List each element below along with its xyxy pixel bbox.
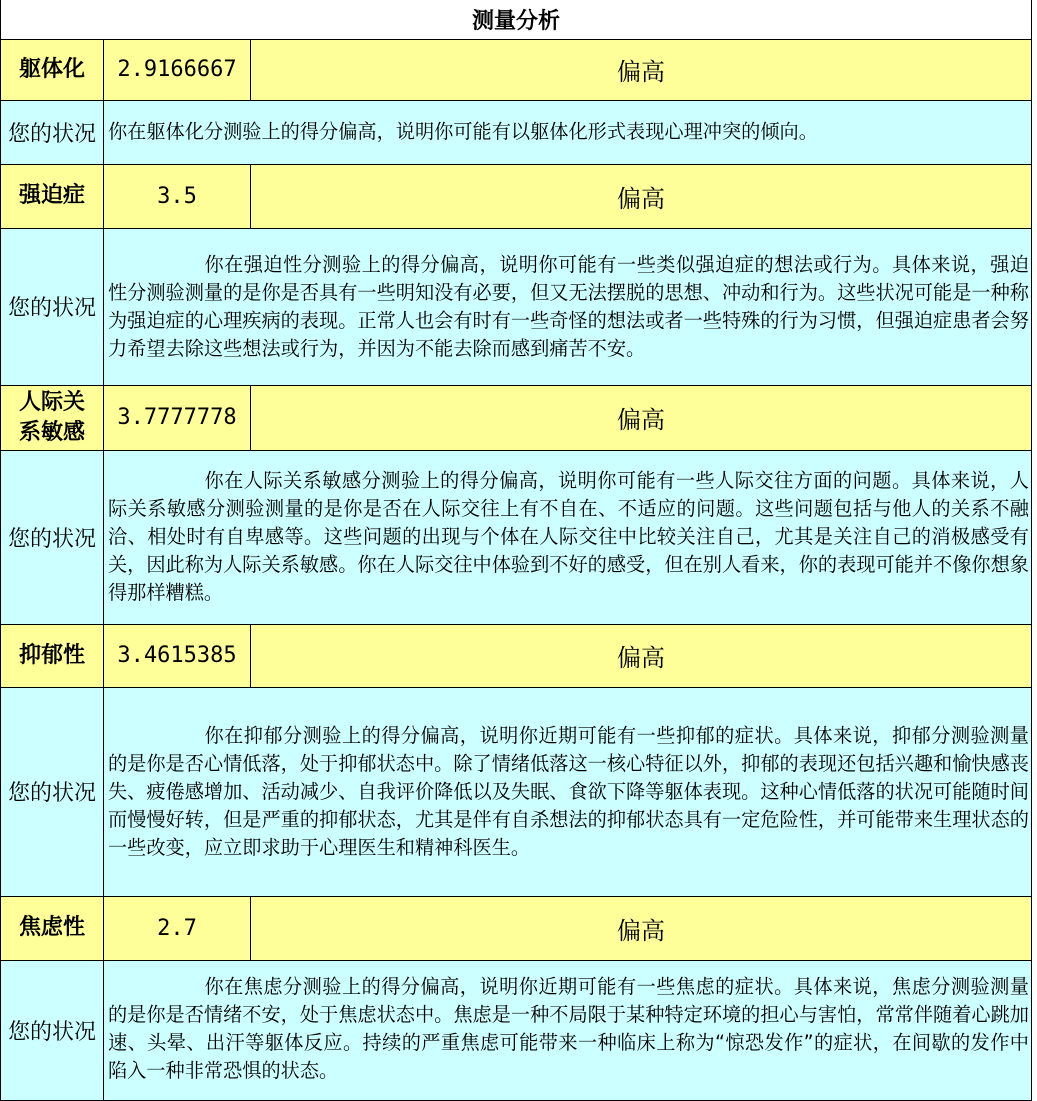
factor-description[interactable]: 你在躯体化分测验上的得分偏高，说明你可能有以躯体化形式表现心理冲突的倾向。 [104,100,1032,164]
factor-score[interactable]: 3.7777778 [104,385,251,450]
status-label[interactable]: 您的状况 [1,960,104,1100]
factor-description-cell[interactable] [104,687,1032,896]
factor-level[interactable]: 偏高 [251,624,1032,687]
factor-description: 你在强迫性分测验上的得分偏高，说明你可能有一些类似强迫症的想法或行为。具体来说，强迫性分测验测量的是你是否具有一些明知没有必要，但又无法摆脱的思想、冲动和行为。这些状况可能是一种称为强迫症的心理疾病的表现。正常人也会有时有一些奇怪的想法或者一些特殊的行为习惯，但强迫症患者会努力希望去除这些想法或行为，并因为不能去除而感到痛苦不安。 [108,252,1029,360]
factor-label[interactable]: 焦虑性 [1,896,104,960]
factor-description: 你在抑郁分测验上的得分偏高，说明你近期可能有一些抑郁的症状。具体来说，抑郁分测验测量的是你是否心情低落，处于抑郁状态中。除了情绪低落这一核心特征以外，抑郁的表现还包括兴趣和愉快感丧失、疲倦感增加、活动减少、自我评价降低以及失眠、食欲下降等躯体表现。这种心情低落的状况可能随时间而慢慢好转，但是严重的抑郁状态，尤其是伴有自杀想法的抑郁状态具有一定危险性，并可能带来生理状态的一些改变，应立即求助于心理医生和精神科医生。 [108,723,1029,859]
factor-description-cell[interactable] [104,450,1032,624]
status-label[interactable]: 您的状况 [1,450,104,624]
factor-level[interactable]: 偏高 [251,164,1032,228]
factor-score[interactable]: 2.9166667 [104,39,251,100]
factor-score[interactable]: 2.7 [104,896,251,960]
factor-label[interactable]: 人际关系敏感 [1,385,104,450]
factor-score[interactable]: 3.4615385 [104,624,251,687]
factor-description: 你在人际关系敏感分测验上的得分偏高，说明你可能有一些人际交往方面的问题。具体来说，人际关系敏感分测验测量的是你是否在人际交往上有不自在、不适应的问题。这些问题包括与他人的关系不融洽、相处时有自卑感等。这些问题的出现与个体在人际交往中比较关注自己，尤其是关注自己的消极感受有关，因此称为人际关系敏感。你在人际交往中体验到不好的感受，但在别人看来，你的表现可能并不像你想象得那样糟糕。 [108,469,1029,604]
factor-label[interactable]: 抑郁性 [1,624,104,687]
factor-description: 你在焦虑分测验上的得分偏高，说明你近期可能有一些焦虑的症状。具体来说，焦虑分测验测量的是你是否情绪不安，处于焦虑状态中。焦虑是一种不局限于某种特定环境的担心与害怕，常常伴随着心跳加速、头晕、出汗等躯体反应。持续的严重焦虑可能带来一种临床上称为“惊恐发作”的症状，在间歇的发作中陷入一种非常恐惧的状态。 [108,974,1029,1082]
status-label[interactable]: 您的状况 [1,100,104,164]
status-label[interactable]: 您的状况 [1,687,104,896]
factor-description-cell[interactable] [104,960,1032,1100]
factor-label[interactable]: 强迫症 [1,164,104,228]
sheet-title[interactable]: 测量分析 [1,0,1032,39]
factor-level[interactable]: 偏高 [251,385,1032,450]
factor-label[interactable]: 躯体化 [1,39,104,100]
status-label[interactable]: 您的状况 [1,228,104,385]
factor-description-cell[interactable] [104,228,1032,385]
factor-score[interactable]: 3.5 [104,164,251,228]
factor-level[interactable]: 偏高 [251,39,1032,100]
factor-level[interactable]: 偏高 [251,896,1032,960]
